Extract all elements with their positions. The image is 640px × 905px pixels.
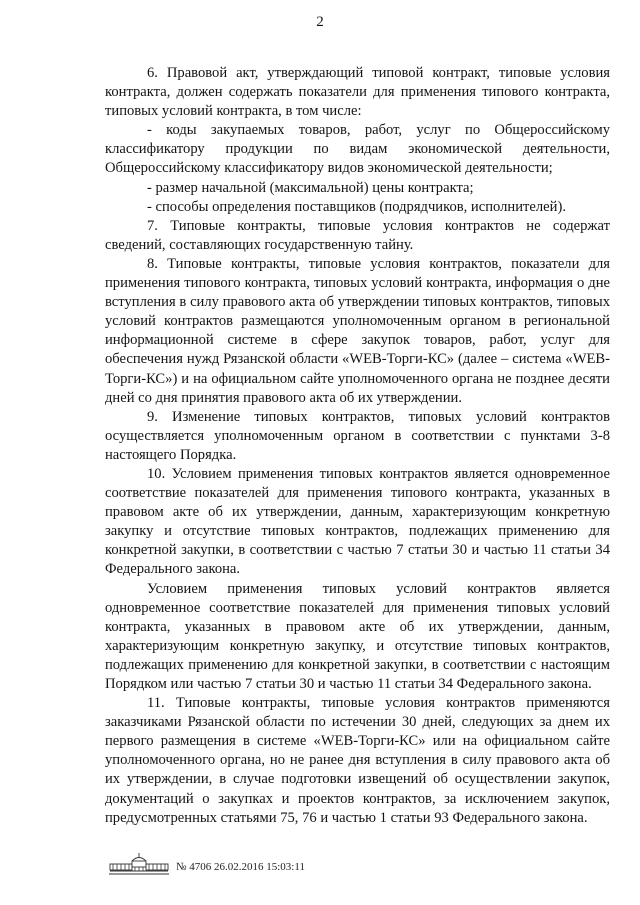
paragraph-6: 6. Правовой акт, утверждающий типовой контракт, типовые условия контракта, должен содержать показатели для применения типового контракта, типовых условий контракта, в том числе: bbox=[105, 65, 610, 120]
document-body bbox=[105, 64, 610, 828]
paragraph-10: 10. Условием применения типовых контрактов является одновременное соответствие показателей для применения типового контракта, указанных в правовом акте об их утверждении, данным, характеризующим конкретную закупку и отсутствие типовых контрактов, подлежащих применению для конкретной закупки, в соответствии с частью 7 статьи 30 и частью 11 статьи 34 Федерального закона. bbox=[105, 465, 610, 578]
document-footer bbox=[108, 850, 305, 876]
page-number: 2 bbox=[316, 14, 324, 30]
paragraph-8: 8. Типовые контракты, типовые условия контрактов, показатели для применения типового контракта, типовых условий контракта, информация о дне вступления в силу правового акта об утверждении типовых контрактов, типовых условий контрактов размещаются уполномоченным органом в региональной информационной системе в сфере закупок товаров, работ, услуг для обеспечения нужд Рязанской области «WEB-Торги-КС» (далее – система «WEB-Торги-КС») и на официальном сайте уполномоченного органа не позднее десяти дней со дня принятия правового акта об их утверждении. bbox=[105, 255, 610, 406]
paragraph-6-item-price: - размер начальной (максимальной) цены контракта; bbox=[147, 179, 474, 196]
paragraph-11: 11. Типовые контракты, типовые условия контрактов применяются заказчиками Рязанской области по истечении 30 дней, следующих за днем их первого размещения в системе «WEB-Торги-КС» или на официальном сайте уполномоченного органа, но не ранее дня вступления в силу правового акта об их утверждении, в случае подготовки извещений об осуществлении закупок, документаций о закупках и проектов контрактов, за исключением закупок, предусмотренных статьями 75, 76 и частью 1 статьи 93 Федерального закона. bbox=[105, 695, 610, 826]
paragraph-10-conditions: Условием применения типовых условий контрактов является одновременное соответствие показателей для применения типовых условий контракта, указанных в правовом акте об их утверждении, данным, характеризующим конкретную закупку, и отсутствие типовых контрактов, подлежащих применению для конкретной закупки, в соответствии с настоящим Порядком или частью 7 статьи 30 и частью 11 статьи 34 Федерального закона. bbox=[105, 580, 610, 692]
paragraph-6-item-methods: - способы определения поставщиков (подрядчиков, исполнителей). bbox=[147, 198, 566, 215]
paragraph-6-item-codes: - коды закупаемых товаров, работ, услуг по Общероссийскому классификатору продукции по видам экономической деятельности, Общероссийскому классификатору видов экономической деятельности; bbox=[105, 122, 610, 177]
building-logo-icon bbox=[108, 852, 170, 876]
registration-stamp: № 4706 26.02.2016 15:03:11 bbox=[176, 861, 305, 873]
paragraph-9: 9. Изменение типовых контрактов, типовых условий контрактов осуществляется уполномоченным органом в соответствии с пунктами 3-8 настоящего Порядка. bbox=[105, 408, 610, 463]
paragraph-7: 7. Типовые контракты, типовые условия контрактов не содержат сведений, составляющих государственную тайну. bbox=[105, 217, 610, 253]
